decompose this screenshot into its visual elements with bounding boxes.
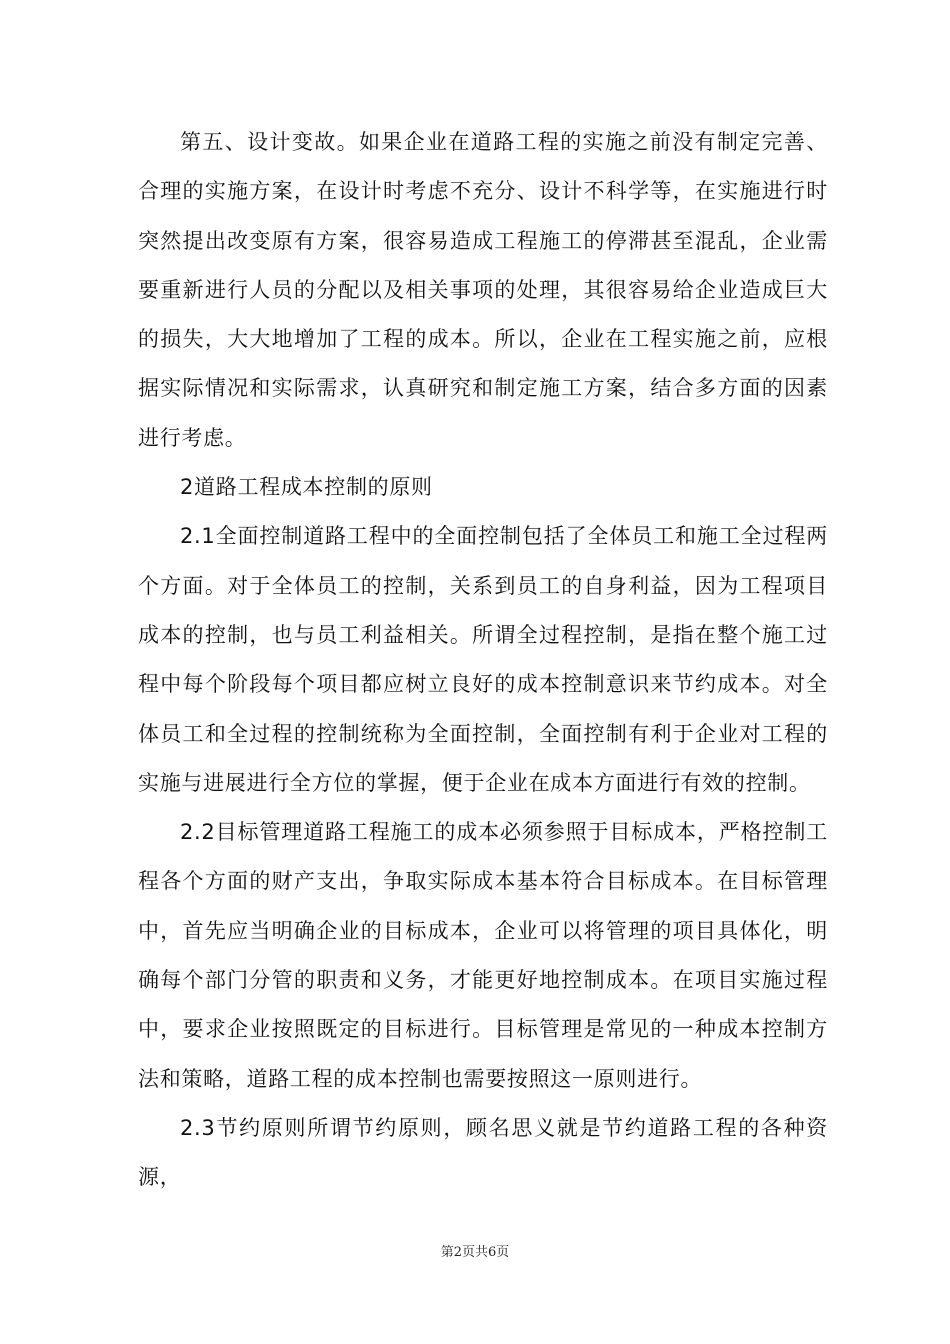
paragraph-target-management: 2.2目标管理道路工程施工的成本必须参照于目标成本，严格控制工程各个方面的财产支出，争取实际成本基本符合目标成本。在目标管理中，首先应当明确企业的目标成本，企业可以将管理的项目具体化，明确每个部门分管的职责和义务，才能更好地控制成本。在项目实施过程中，要求企业按照既定的目标进行。目标管理是常见的一种成本控制方法和策略，道路工程的成本控制也需要按照这一原则进行。: [138, 820, 828, 1091]
paragraph-design-change: 第五、设计变故。如果企业在道路工程的实施之前没有制定完善、合理的实施方案，在设计时考虑不充分、设计不科学等，在实施进行时突然提出改变原有方案，很容易造成工程施工的停滞甚至混乱，企业需要重新进行人员的分配以及相关事项的处理，其很容易给企业造成巨大的损失，大大地增加了工程的成本。所以，企业在工程实施之前，应根据实际情况和实际需求，认真研究和制定施工方案，结合多方面的因素进行考虑。: [138, 130, 828, 450]
section-heading-principles: 2道路工程成本控制的原则: [180, 475, 433, 500]
paragraph-saving-principle: 2.3节约原则所谓节约原则，顾名思义就是节约道路工程的各种资源，: [138, 1115, 828, 1190]
page-number-footer: 第2页共6页: [440, 1245, 510, 1260]
body-text: [138, 118, 828, 1203]
paragraph-full-control: 2.1全面控制道路工程中的全面控制包括了全体员工和施工全过程两个方面。对于全体员工的控制，关系到员工的自身利益，因为工程项目成本的控制，也与员工利益相关。所谓全过程控制，是指在整个施工过程中每个阶段每个项目都应树立良好的成本控制意识来节约成本。对全体员工和全过程的控制统称为全面控制，全面控制有利于企业对工程的实施与进展进行全方位的掌握，便于企业在成本方面进行有效的控制。: [138, 524, 828, 795]
